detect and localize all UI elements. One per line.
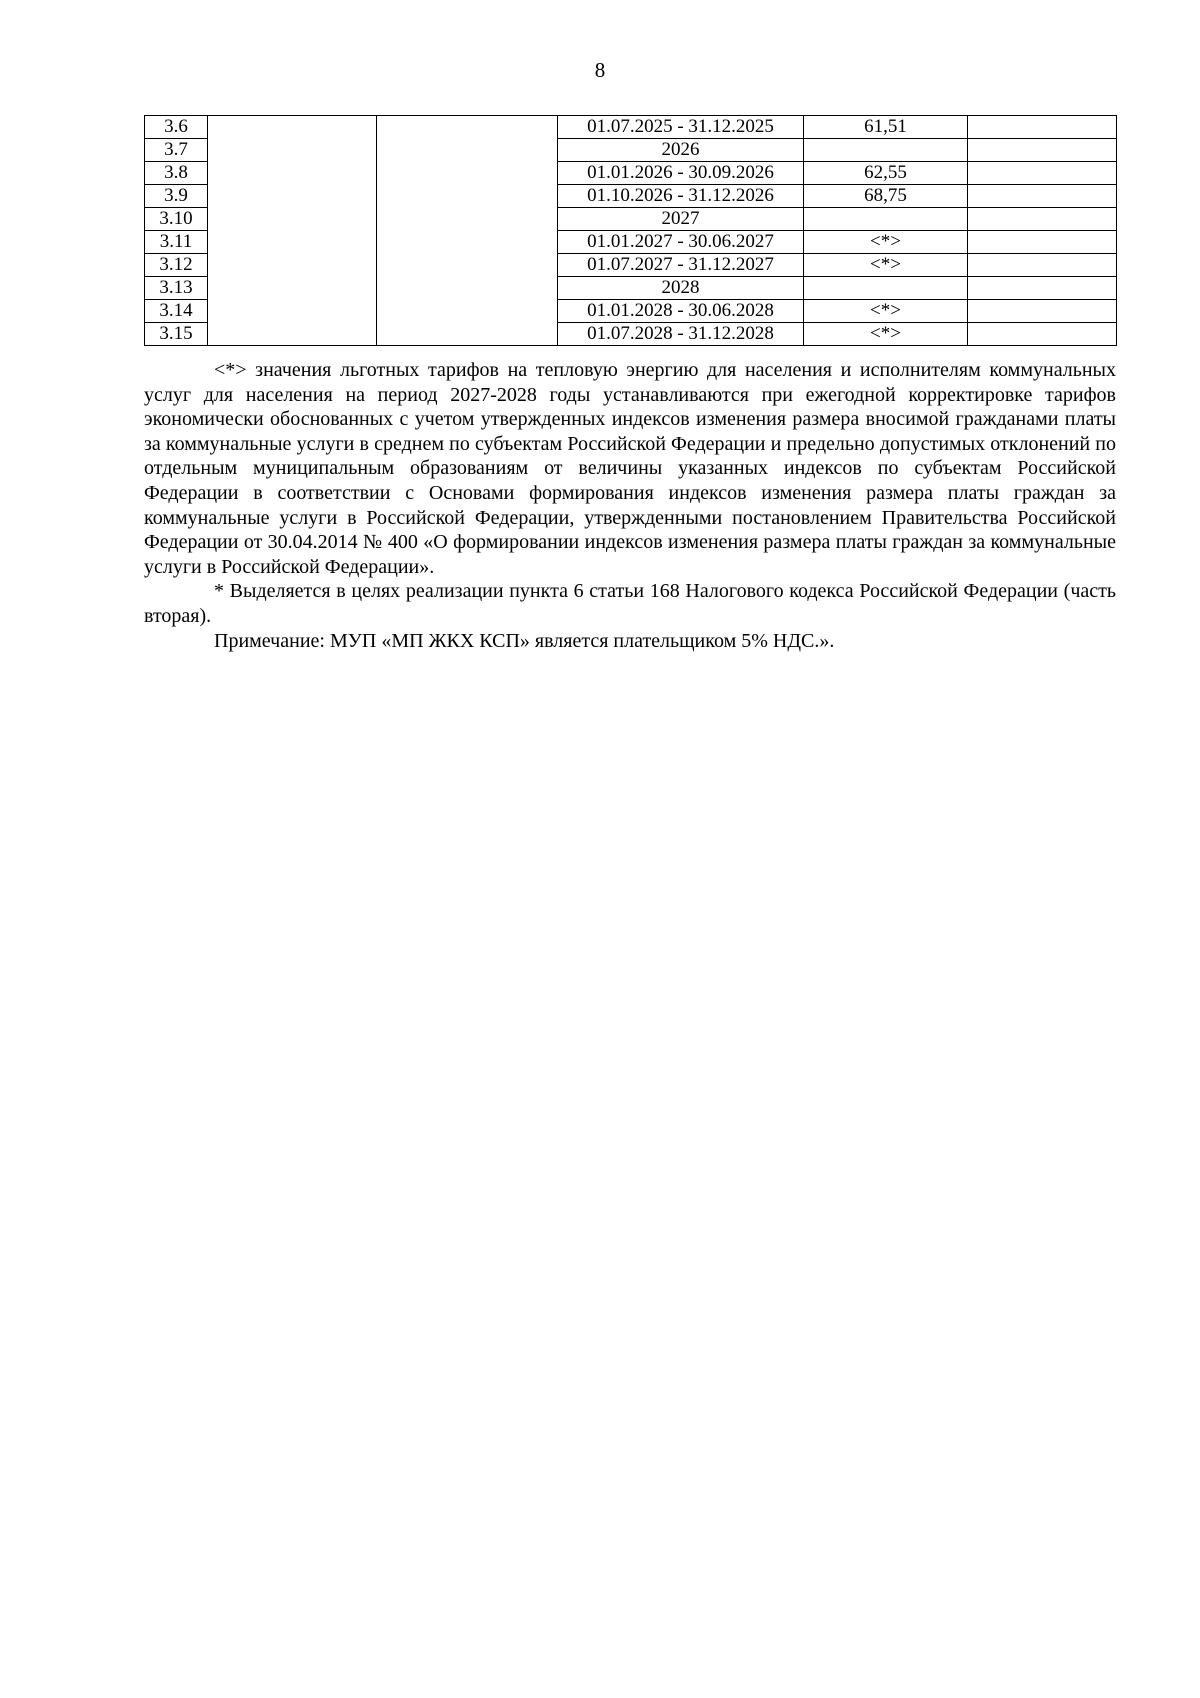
period-cell: 01.01.2028 - 30.06.2028	[558, 300, 804, 323]
row-number-cell: 3.8	[145, 162, 208, 185]
empty-cell	[968, 300, 1117, 323]
notes-section	[144, 358, 1116, 653]
page-number: 8	[594, 58, 606, 82]
row-number-cell: 3.13	[145, 277, 208, 300]
period-cell: 01.07.2027 - 31.12.2027	[558, 254, 804, 277]
empty-cell	[968, 323, 1117, 346]
tariff-value-cell: 68,75	[804, 185, 968, 208]
tariff-value-cell	[804, 277, 968, 300]
empty-cell	[968, 139, 1117, 162]
tariff-table-body	[145, 116, 1117, 346]
remark: Примечание: МУП «МП ЖКХ КСП» является плательщиком 5% НДС.».	[214, 629, 835, 652]
merged-empty-cell-a	[208, 116, 377, 346]
row-number-cell: 3.9	[145, 185, 208, 208]
table-row	[145, 116, 1117, 139]
year-cell: 2027	[558, 208, 804, 231]
period-cell: 01.01.2027 - 30.06.2027	[558, 231, 804, 254]
row-number-cell: 3.7	[145, 139, 208, 162]
empty-cell	[968, 277, 1117, 300]
row-number-cell: 3.12	[145, 254, 208, 277]
row-number-cell: 3.15	[145, 323, 208, 346]
year-cell: 2028	[558, 277, 804, 300]
period-cell: 01.07.2025 - 31.12.2025	[558, 116, 804, 139]
footnote-tax: * Выделяется в целях реализации пункта 6 статьи 168 Налогового кодекса Российской Федерации (часть вторая).	[144, 580, 1116, 627]
footnote-tariffs: <*> значения льготных тарифов на тепловую энергию для населения и исполнителям коммунальных услуг для населения на период 2027-2028 годы устанавливаются при ежегодной корректировке тарифов экономически обоснованных с учетом утвержденных индексов изменения размера вносимой гражданами платы за коммунальные услуги в среднем по субъектам Российской Федерации и предельно допустимых отклонений по отдельным муниципальным образованиям от величины указанных индексов по субъектам Российской Федерации в соответствии с Основами формирования индексов изменения размера платы граждан за коммунальные услуги в Российской Федерации, утвержденными постановлением Правительства Российской Федерации от 30.04.2014 № 400 «О формировании индексов изменения размера платы граждан за коммунальные услуги в Российской Федерации».	[144, 359, 1116, 578]
row-number-cell: 3.14	[145, 300, 208, 323]
empty-cell	[968, 231, 1117, 254]
period-cell: 01.07.2028 - 31.12.2028	[558, 323, 804, 346]
empty-cell	[968, 254, 1117, 277]
tariff-value-cell	[804, 208, 968, 231]
tariff-value-cell: <*>	[804, 231, 968, 254]
tariff-value-cell: <*>	[804, 323, 968, 346]
tariff-value-cell: 61,51	[804, 116, 968, 139]
empty-cell	[968, 208, 1117, 231]
empty-cell	[968, 162, 1117, 185]
period-cell: 01.01.2026 - 30.09.2026	[558, 162, 804, 185]
merged-empty-cell-b	[377, 116, 558, 346]
tariff-table	[144, 115, 1117, 346]
period-cell: 01.10.2026 - 31.12.2026	[558, 185, 804, 208]
row-number-cell: 3.10	[145, 208, 208, 231]
tariff-value-cell: 62,55	[804, 162, 968, 185]
empty-cell	[968, 185, 1117, 208]
tariff-value-cell: <*>	[804, 254, 968, 277]
empty-cell	[968, 116, 1117, 139]
row-number-cell: 3.11	[145, 231, 208, 254]
tariff-value-cell: <*>	[804, 300, 968, 323]
tariff-value-cell	[804, 139, 968, 162]
row-number-cell: 3.6	[145, 116, 208, 139]
year-cell: 2026	[558, 139, 804, 162]
